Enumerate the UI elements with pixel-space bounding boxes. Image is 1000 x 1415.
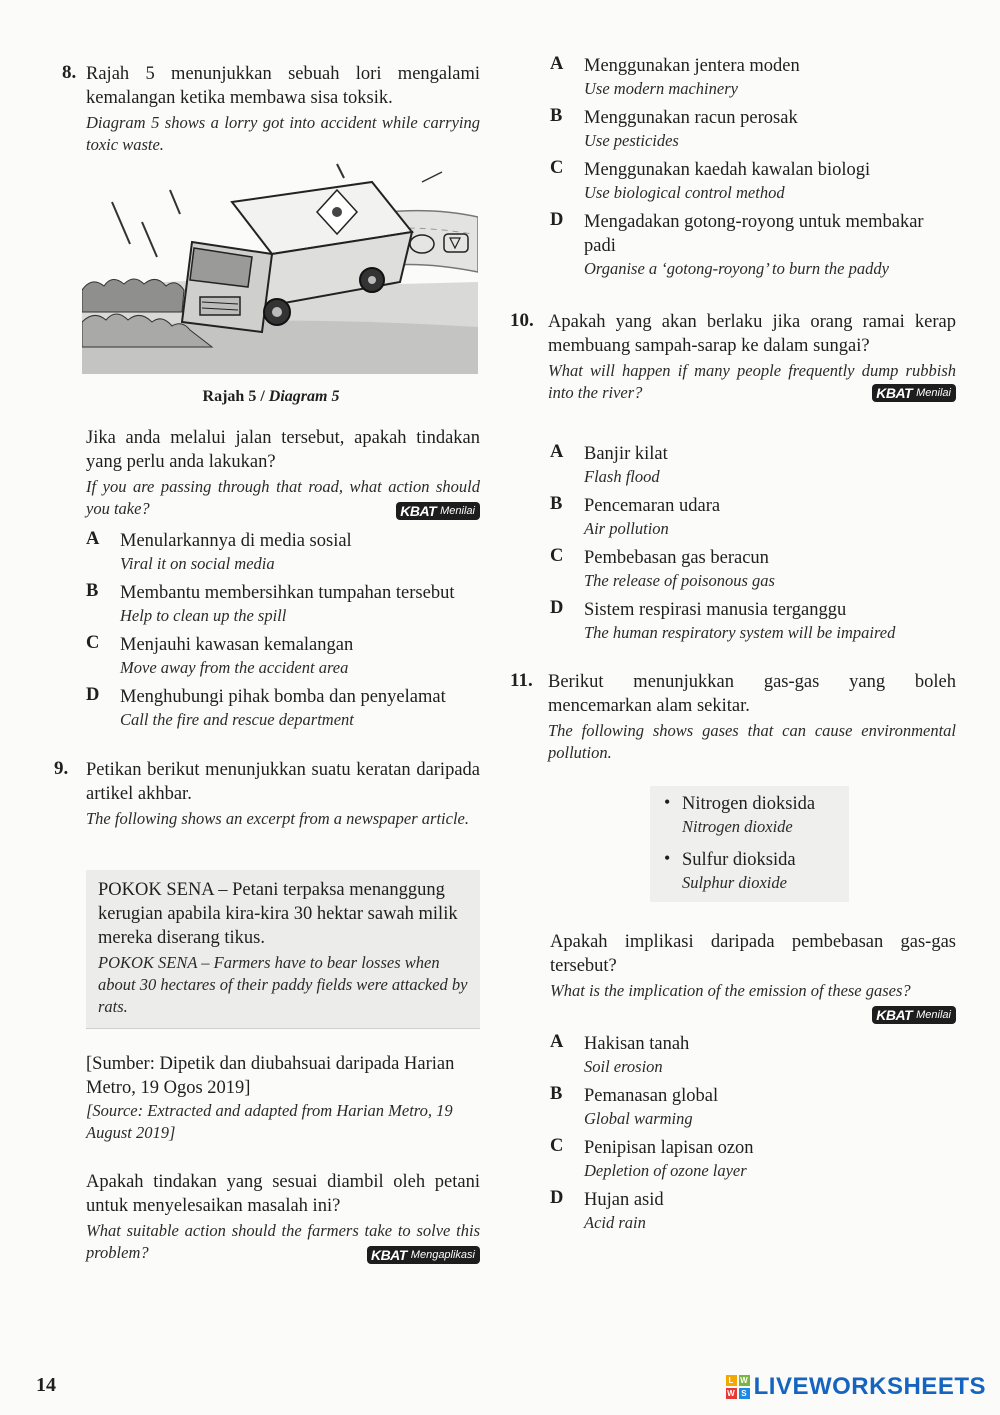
question-8-options bbox=[86, 527, 480, 731]
option-letter: C bbox=[86, 633, 100, 653]
option-text-en: The release of poisonous gas bbox=[584, 571, 775, 590]
source-en: [Source: Extracted and adapted from Harian Metro, 19 August 2019] bbox=[86, 1101, 453, 1142]
question-prompt-en-text: What suitable action should the farmers take to solve this problem? bbox=[86, 1221, 480, 1262]
newspaper-excerpt bbox=[86, 870, 480, 1029]
option-text-ms: Banjir kilat bbox=[584, 444, 668, 464]
option-text-ms: Penipisan lapisan ozon bbox=[584, 1138, 754, 1158]
caption-ms: Rajah 5 / bbox=[202, 388, 265, 405]
question-stem-en-text: What will happen if many people frequently dump rubbish into the river? bbox=[548, 361, 956, 402]
option-text-ms: Membantu membersihkan tumpahan tersebut bbox=[120, 583, 455, 603]
option-letter: A bbox=[86, 529, 100, 549]
excerpt-ms: POKOK SENA – Petani terpaksa menanggung kerugian apabila kira-kira 30 hektar sawah milik mereka diserang tikus. bbox=[98, 880, 458, 948]
question-prompt-en bbox=[86, 1220, 480, 1264]
kbat-badge bbox=[872, 1006, 956, 1024]
option-letter: C bbox=[550, 158, 564, 178]
question-11-prompt bbox=[550, 930, 956, 1024]
kbat-level: Menilai bbox=[440, 505, 475, 517]
question-9-options bbox=[550, 52, 956, 280]
question-prompt-en bbox=[550, 980, 956, 1023]
option-text-ms: Menularkannya di media sosial bbox=[120, 531, 352, 551]
gases-list-box bbox=[650, 786, 849, 902]
question-stem-en: The following shows gases that can cause environmental pollution. bbox=[548, 721, 956, 762]
question-number: 11. bbox=[510, 670, 533, 691]
option-letter: C bbox=[550, 1136, 564, 1156]
option-c[interactable] bbox=[550, 546, 956, 592]
option-text-ms: Sistem respirasi manusia terganggu bbox=[584, 600, 847, 620]
question-11-options bbox=[550, 1030, 956, 1234]
option-b[interactable] bbox=[550, 106, 956, 152]
page-number: 14 bbox=[36, 1374, 56, 1396]
option-c[interactable] bbox=[86, 633, 480, 679]
gas-name-ms: Sulfur dioksida bbox=[682, 850, 796, 870]
option-a[interactable] bbox=[550, 442, 956, 488]
kbat-badge bbox=[367, 1246, 480, 1264]
option-text-en: Soil erosion bbox=[584, 1057, 663, 1076]
option-text-ms: Pemanasan global bbox=[584, 1086, 719, 1106]
question-9 bbox=[54, 758, 480, 830]
option-text-en: Flash flood bbox=[584, 467, 660, 486]
liveworksheets-logo[interactable] bbox=[726, 1373, 986, 1401]
logo-text: LIVEWORKSHEETS bbox=[753, 1373, 986, 1400]
question-stem-ms: Rajah 5 menunjukkan sebuah lori mengalami kemalangan ketika membawa sisa toksik. bbox=[86, 64, 480, 108]
option-text-en: Use pesticides bbox=[584, 131, 679, 150]
kbat-label: KBAT bbox=[370, 1247, 407, 1263]
question-stem-ms: Apakah yang akan berlaku jika orang ramai kerap membuang sampah-sarap ke dalam sungai? bbox=[548, 312, 956, 356]
kbat-label: KBAT bbox=[876, 1007, 913, 1023]
kbat-badge bbox=[872, 384, 956, 402]
option-a[interactable] bbox=[550, 54, 956, 100]
bullet-icon: • bbox=[664, 848, 671, 868]
option-letter: D bbox=[550, 210, 564, 230]
logo-block: W bbox=[740, 1376, 749, 1385]
question-stem-en bbox=[548, 360, 956, 404]
question-prompt-ms: Apakah implikasi daripada pembebasan gas-gas tersebut? bbox=[550, 932, 956, 976]
kbat-badge bbox=[396, 502, 480, 520]
option-text-ms: Mengadakan gotong-royong untuk membakar padi bbox=[584, 212, 924, 256]
option-d[interactable] bbox=[86, 685, 480, 731]
source-citation bbox=[86, 1052, 480, 1144]
option-letter: B bbox=[550, 106, 563, 126]
option-b[interactable] bbox=[550, 494, 956, 540]
option-letter: A bbox=[550, 54, 564, 74]
option-text-ms: Pembebasan gas beracun bbox=[584, 548, 769, 568]
option-c[interactable] bbox=[550, 1136, 956, 1182]
kbat-label: KBAT bbox=[876, 385, 913, 401]
question-prompt-en-text: If you are passing through that road, what action should you take? bbox=[86, 477, 480, 518]
question-11 bbox=[510, 670, 956, 764]
option-a[interactable] bbox=[550, 1032, 956, 1078]
option-text-en: Air pollution bbox=[584, 519, 669, 538]
option-letter: D bbox=[550, 1188, 564, 1208]
question-prompt-ms: Apakah tindakan yang sesuai diambil oleh petani untuk menyelesaikan masalah ini? bbox=[86, 1172, 480, 1216]
question-stem-en: Diagram 5 shows a lorry got into accident while carrying toxic waste. bbox=[86, 113, 480, 154]
option-text-en: Organise a ‘gotong-royong’ to burn the paddy bbox=[584, 259, 889, 278]
option-text-en: Use biological control method bbox=[584, 183, 785, 202]
question-stem-ms: Petikan berikut menunjukkan suatu keratan daripada artikel akhbar. bbox=[86, 760, 480, 804]
option-a[interactable] bbox=[86, 529, 480, 575]
option-letter: A bbox=[550, 1032, 564, 1052]
question-8-prompt bbox=[86, 426, 480, 520]
gas-name-en: Nitrogen dioxide bbox=[682, 817, 793, 836]
kbat-level: Menilai bbox=[916, 387, 951, 399]
option-letter: C bbox=[550, 546, 564, 566]
option-text-ms: Hujan asid bbox=[584, 1190, 664, 1210]
question-prompt-en-text: What is the implication of the emission of these gases? bbox=[550, 981, 911, 1000]
question-prompt-ms: Jika anda melalui jalan tersebut, apakah tindakan yang perlu anda lakukan? bbox=[86, 428, 480, 472]
gas-name-en: Sulphur dioxide bbox=[682, 873, 787, 892]
question-stem-en: The following shows an excerpt from a newspaper article. bbox=[86, 809, 469, 828]
question-number: 8. bbox=[62, 62, 77, 83]
option-text-en: Global warming bbox=[584, 1109, 693, 1128]
option-b[interactable] bbox=[86, 581, 480, 627]
option-text-ms: Menggunakan racun perosak bbox=[584, 108, 798, 128]
option-letter: B bbox=[550, 494, 563, 514]
option-letter: A bbox=[550, 442, 564, 462]
question-8 bbox=[62, 62, 480, 156]
option-text-en: Acid rain bbox=[584, 1213, 646, 1232]
option-d[interactable] bbox=[550, 1188, 956, 1234]
option-letter: D bbox=[86, 685, 100, 705]
diagram-caption bbox=[62, 388, 480, 406]
option-text-ms: Hakisan tanah bbox=[584, 1034, 690, 1054]
question-10 bbox=[510, 310, 956, 404]
question-9-prompt bbox=[86, 1170, 480, 1264]
gas-item bbox=[664, 792, 839, 838]
logo-blocks-icon bbox=[726, 1375, 750, 1399]
option-text-ms: Menggunakan jentera moden bbox=[584, 56, 800, 76]
source-ms: [Sumber: Dipetik dan diubahsuai daripada Harian Metro, 19 Ogos 2019] bbox=[86, 1054, 455, 1098]
question-number: 10. bbox=[510, 310, 534, 331]
option-text-en: Call the fire and rescue department bbox=[120, 710, 354, 729]
option-c[interactable] bbox=[550, 158, 956, 204]
option-d[interactable] bbox=[550, 598, 956, 644]
option-text-en: The human respiratory system will be impaired bbox=[584, 623, 896, 642]
option-text-en: Use modern machinery bbox=[584, 79, 738, 98]
option-text-en: Depletion of ozone layer bbox=[584, 1161, 747, 1180]
logo-block: L bbox=[726, 1375, 737, 1386]
question-stem-ms: Berikut menunjukkan gas-gas yang boleh mencemarkan alam sekitar. bbox=[548, 672, 956, 716]
logo-block: S bbox=[739, 1388, 750, 1399]
option-letter: B bbox=[550, 1084, 563, 1104]
logo-block: W bbox=[727, 1389, 736, 1398]
question-number: 9. bbox=[54, 758, 69, 779]
option-text-en: Move away from the accident area bbox=[120, 658, 349, 677]
kbat-level: Mengaplikasi bbox=[410, 1249, 475, 1261]
gas-name-ms: Nitrogen dioksida bbox=[682, 794, 816, 814]
lorry-accident-illustration bbox=[82, 162, 478, 374]
option-letter: D bbox=[550, 598, 564, 618]
bullet-icon: • bbox=[664, 792, 671, 812]
option-text-ms: Menghubungi pihak bomba dan penyelamat bbox=[120, 687, 446, 707]
caption-en: Diagram 5 bbox=[268, 388, 340, 405]
option-text-ms: Menggunakan kaedah kawalan biologi bbox=[584, 160, 871, 180]
option-b[interactable] bbox=[550, 1084, 956, 1130]
option-text-ms: Menjauhi kawasan kemalangan bbox=[120, 635, 354, 655]
option-letter: B bbox=[86, 581, 99, 601]
diagram-5-lorry-accident bbox=[82, 162, 478, 374]
question-prompt-en bbox=[86, 476, 480, 520]
option-text-ms: Pencemaran udara bbox=[584, 496, 721, 516]
gas-item bbox=[664, 848, 839, 894]
excerpt-en: POKOK SENA – Farmers have to bear losses when about 30 hectares of their paddy fields were attacked by rats. bbox=[98, 953, 468, 1016]
question-10-options bbox=[550, 440, 956, 644]
option-text-en: Help to clean up the spill bbox=[120, 606, 287, 625]
kbat-label: KBAT bbox=[400, 503, 437, 519]
option-text-en: Viral it on social media bbox=[120, 554, 275, 573]
option-d[interactable] bbox=[550, 210, 956, 280]
kbat-level: Menilai bbox=[916, 1009, 951, 1021]
